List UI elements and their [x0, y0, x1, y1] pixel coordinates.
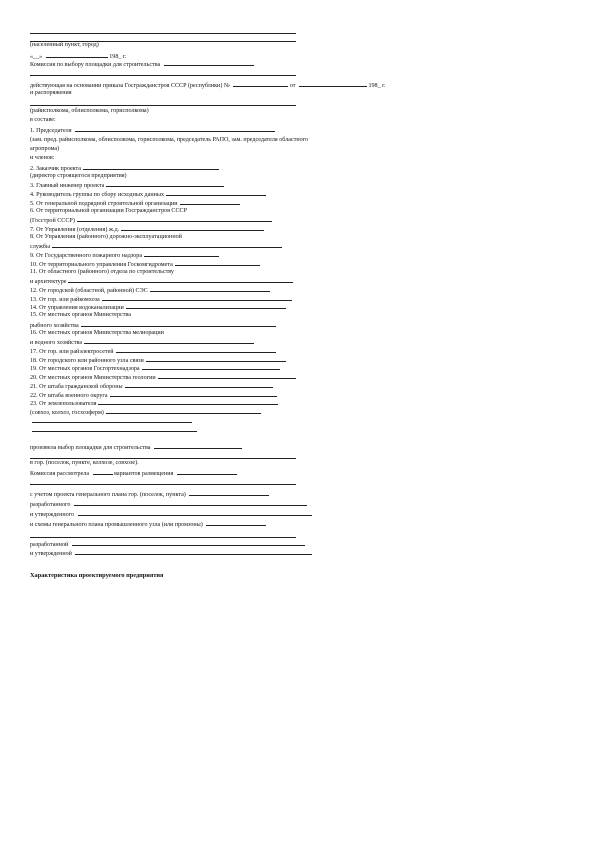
- member-line: рыбного хозяйства: [30, 321, 276, 329]
- commission-title: Комиссия по выбору площадки для строительства: [30, 62, 161, 68]
- basis-text: действующая на основании приказа Госгражданстроя СССР (республики) №: [30, 83, 230, 89]
- approved-line: и утвержденного: [30, 510, 312, 518]
- member-line: 17. От гор. или райэлектросетей: [30, 347, 276, 355]
- basis-from: от: [289, 83, 296, 89]
- member-line: 8. От Управления (районного) дорожно-эксплуатационной: [30, 234, 182, 240]
- member-line: и архитектуре: [30, 277, 293, 285]
- review-rule: [30, 484, 296, 485]
- member-line: 11. От областного (районного) отдела по строительству: [30, 269, 174, 275]
- member-line: 18. От городского или районного узла связи: [30, 356, 286, 364]
- member-caption: (директор строящегося предприятия): [30, 173, 127, 179]
- member-line: (Госстрой СССР): [30, 216, 272, 224]
- industrial-rule: [30, 537, 296, 538]
- composition-label: в составе:: [30, 117, 56, 123]
- review-line: Комиссия рассмотрела вариантов размещения: [30, 469, 237, 477]
- basis-date-blank: [299, 81, 367, 87]
- member-line: [30, 426, 197, 434]
- chairman-caption-1: (зам. пред. райисполкома, облисполкома, горисполкома, председатель РАПО, зам. председателя областного: [30, 137, 309, 143]
- member-line: 13. От гор. или райкомхоза: [30, 295, 292, 303]
- date-line: [30, 52, 126, 60]
- member-line: и водного хозяйства: [30, 338, 254, 346]
- basis-number-blank: [233, 81, 288, 87]
- approved2-line: и утвержденной: [30, 549, 312, 557]
- chairman-caption-2: агропрома): [30, 146, 60, 152]
- member-line: 15. От местных органов Министерства: [30, 312, 131, 318]
- place-line-1: [30, 33, 296, 34]
- in-city-text: в гор. (поселок, пункте, колхозе, совхозе).: [30, 460, 139, 466]
- member-line: 4. Руководитель группы по сбору исходных данных: [30, 190, 266, 198]
- member-line: [30, 417, 192, 425]
- selection-line: произвела выбор площадки для строительства: [30, 443, 242, 451]
- basis-year: 198_ г.: [368, 83, 386, 89]
- order-caption: (райисполкома, облисполкома, горисполкома): [30, 108, 149, 114]
- member-line: 22. От штаба военного округа: [30, 391, 277, 399]
- member-line: 2. Заказчик проекта: [30, 164, 219, 172]
- basis-line: [30, 81, 386, 89]
- section-heading: Характеристика проектируемого предприятия: [30, 572, 164, 579]
- members-label: и членов:: [30, 155, 55, 161]
- member-line: 9. От Государственного пожарного надзора: [30, 251, 219, 259]
- chairman-blank: [75, 126, 275, 132]
- date-month-blank: [46, 52, 108, 58]
- industrial-line: и схемы генерального плана промышленного узла (или промзоны): [30, 520, 266, 528]
- member-line: 3. Главный инженер проекта: [30, 181, 224, 189]
- developed2-line: разработанной: [30, 540, 305, 548]
- member-line: 21. От штаба гражданской обороны: [30, 382, 273, 390]
- selection-rule: [30, 458, 296, 459]
- place-caption: (населенный пункт, город): [30, 42, 99, 48]
- chairman-line: [30, 126, 275, 134]
- member-line: 20. От местных органов Министерства геологии: [30, 373, 296, 381]
- master-plan-line: с учетом проекта генерального плана гор. (поселок, пункта): [30, 490, 269, 498]
- date-day: «__»: [30, 54, 43, 60]
- member-line: 19. От местных органов Госгортехнадзора: [30, 364, 280, 372]
- member-line: службы: [30, 242, 282, 250]
- date-year: 198_ г.: [109, 54, 127, 60]
- member-line: 23. От землепользователя: [30, 399, 278, 407]
- order-word: и распоряжения: [30, 90, 72, 96]
- member-line: 6. От территориальной организации Госгражданстроя СССР: [30, 208, 187, 214]
- commission-line: [30, 75, 296, 76]
- member-line: (совхоз, колхоз, госхозферм): [30, 408, 261, 416]
- member-line: 16. От местных органов Министерства мелиорации: [30, 330, 164, 336]
- commission-blank: [164, 60, 254, 66]
- commission-title-line: [30, 60, 254, 68]
- developed-line: разработанного: [30, 500, 307, 508]
- member-line: 12. От городской (областной, районной) СЭС: [30, 286, 270, 294]
- member-line: 10. От территориального управления Госкомгидромета: [30, 260, 260, 268]
- chairman-label: 1. Председателя: [30, 128, 72, 134]
- member-line: 5. От генеральной подрядной строительной организации: [30, 199, 240, 207]
- member-line: 14. От управления водоканализации: [30, 303, 286, 311]
- order-line: [30, 105, 296, 106]
- member-line: 7. От Управления (отделения) ж.д.: [30, 225, 264, 233]
